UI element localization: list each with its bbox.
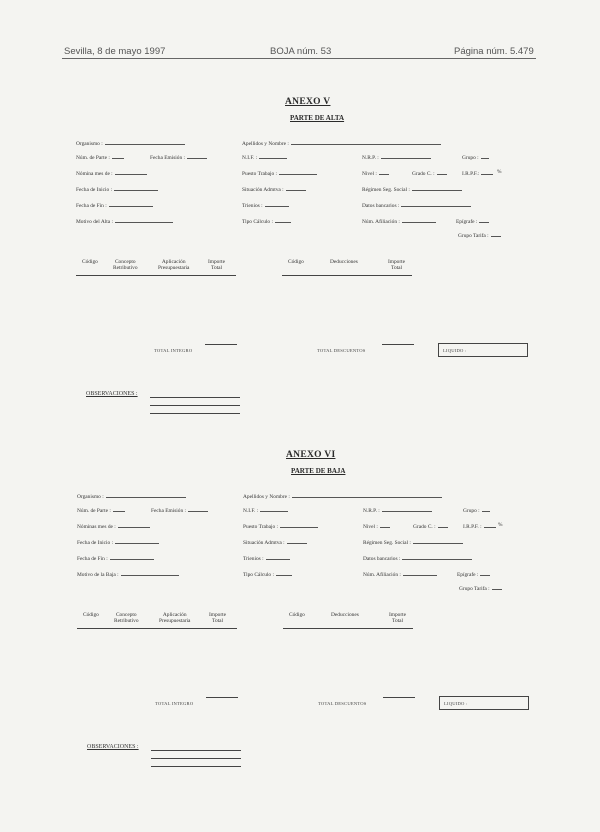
anexo_vi-datos-bancarios-field-blank[interactable] bbox=[402, 554, 472, 560]
anexo_vi-title: ANEXO VI bbox=[286, 450, 336, 460]
anexo_vi-tipo-calculo-field bbox=[243, 570, 292, 578]
anexo_vi-puesto-trabajo-field-label: Puesto Trabajo : bbox=[243, 524, 279, 530]
anexo_vi-num-parte-field-blank[interactable] bbox=[113, 506, 125, 512]
anexo_vi-situacion-admtva-field-blank[interactable] bbox=[287, 538, 307, 544]
anexo_vi-regimen-ss-field bbox=[363, 538, 463, 546]
anexo_vi-organismo-field-blank[interactable] bbox=[106, 492, 186, 498]
anexo_vi-fecha-inicio-field-label: Fecha de Inicio : bbox=[77, 540, 114, 546]
anexo_vi-obs-line-1 bbox=[151, 750, 241, 751]
anexo_vi-organismo-field-label: Organismo : bbox=[77, 494, 104, 500]
anexo_v-irpf-field-label: I.R.P.F.: bbox=[462, 171, 480, 177]
anexo_vi-grado-c-field bbox=[413, 522, 448, 530]
anexo_v-irpf-unit: % bbox=[497, 169, 502, 175]
anexo_vi-total-descuentos-rule bbox=[383, 697, 415, 698]
anexo_v-puesto-trabajo-field-label: Puesto Trabajo : bbox=[242, 171, 278, 177]
anexo_vi-col-left-0: Código bbox=[83, 612, 99, 618]
anexo_vi-situacion-admtva-field bbox=[243, 538, 307, 546]
anexo_vi-fecha-emision-field-label: Fecha Emisión : bbox=[151, 508, 187, 514]
anexo_v-total-integro: TOTAL INTEGRO bbox=[154, 348, 193, 353]
anexo_vi-regimen-ss-field-blank[interactable] bbox=[413, 538, 463, 544]
anexo_vi-grado-c-field-label: Grado C. : bbox=[413, 524, 436, 530]
anexo_vi-grupo-tarifa-field-blank[interactable] bbox=[492, 584, 502, 590]
anexo_vi-num-afiliacion-field-blank[interactable] bbox=[403, 570, 437, 576]
anexo_v-nivel-field-label: Nivel : bbox=[362, 171, 377, 177]
anexo_vi-num-afiliacion-field bbox=[363, 570, 437, 578]
anexo_vi-datos-bancarios-field bbox=[363, 554, 472, 562]
anexo_v-title: ANEXO V bbox=[285, 97, 331, 107]
anexo_vi-nif-field-label: N.I.F. : bbox=[243, 508, 259, 514]
anexo_v-total-descuentos: TOTAL DESCUENTOS bbox=[317, 348, 366, 353]
anexo_vi-situacion-admtva-field-label: Situación Admtva : bbox=[243, 540, 285, 546]
anexo_vi-fecha-fin-field-label: Fecha de Fin : bbox=[77, 556, 108, 562]
anexo_vi-grupo-field-label: Grupo : bbox=[463, 508, 480, 514]
anexo_vi-num-parte-field bbox=[77, 506, 125, 514]
anexo_v-num-afiliacion-field-label: Núm. Afiliación : bbox=[362, 219, 400, 225]
anexo_vi-nominas-mes-field-label: Nóminas mes de : bbox=[77, 524, 116, 530]
anexo_vi-num-afiliacion-field-label: Núm. Afiliación : bbox=[363, 572, 401, 578]
anexo_v-motivo-field-label: Motivo del Alta : bbox=[76, 219, 113, 225]
anexo_vi-fecha-emision-field bbox=[151, 506, 208, 514]
anexo_vi-irpf-unit: % bbox=[498, 522, 503, 528]
anexo_v-fecha-emision-field-label: Fecha Emisión : bbox=[150, 155, 186, 161]
anexo_vi-grupo-tarifa-field bbox=[459, 584, 502, 592]
anexo_vi-total-integro: TOTAL INTEGRO bbox=[155, 701, 194, 706]
anexo_v-apellidos-field-label: Apellidos y Nombre : bbox=[242, 141, 289, 147]
anexo_v-col-left-0: Código bbox=[82, 259, 98, 265]
anexo_vi-trienios-field-blank[interactable] bbox=[266, 554, 290, 560]
anexo_vi-irpf-field bbox=[463, 522, 496, 530]
anexo_v-regimen-ss-field-label: Régimen Seg. Social : bbox=[362, 187, 410, 193]
anexo_v-grupo-tarifa-field-label: Grupo Tarifa : bbox=[458, 233, 489, 239]
anexo_vi-obs-line-3 bbox=[151, 766, 241, 767]
anexo_v-subtitle: PARTE DE ALTA bbox=[290, 114, 345, 122]
anexo_vi-motivo-field-label: Motivo de la Baja : bbox=[77, 572, 119, 578]
anexo_vi-apellidos-field bbox=[243, 492, 442, 500]
anexo_v-datos-bancarios-field-label: Datos bancarios : bbox=[362, 203, 400, 209]
anexo_vi-tipo-calculo-field-blank[interactable] bbox=[276, 570, 292, 576]
anexo_v-organismo-field-label: Organismo : bbox=[76, 141, 103, 147]
anexo_vi-fecha-emision-field-blank[interactable] bbox=[188, 506, 208, 512]
anexo_vi-nominas-mes-field-blank[interactable] bbox=[118, 522, 150, 528]
anexo_vi-total-descuentos: TOTAL DESCUENTOS bbox=[318, 701, 367, 706]
anexo_vi-fecha-fin-field-blank[interactable] bbox=[110, 554, 154, 560]
anexo_v-trienios-field-label: Trienios : bbox=[242, 203, 263, 209]
anexo_vi-trienios-field-label: Trienios : bbox=[243, 556, 264, 562]
anexo_v-col-left-3: Importe Total bbox=[208, 259, 226, 272]
anexo_v-fecha-inicio-field-label: Fecha de Inicio : bbox=[76, 187, 113, 193]
anexo_v-nominas-mes-field-label: Nómina mes de : bbox=[76, 171, 113, 177]
anexo_v-fecha-fin-field-label: Fecha de Fin : bbox=[76, 203, 107, 209]
anexo_vi-nrp-field bbox=[363, 506, 432, 514]
anexo_vi-epigrafe-field-blank[interactable] bbox=[480, 570, 490, 576]
anexo_vi-epigrafe-field bbox=[457, 570, 490, 578]
anexo_vi-apellidos-field-blank[interactable] bbox=[292, 492, 442, 498]
anexo_vi-trienios-field bbox=[243, 554, 290, 562]
anexo_v-nif-field-label: N.I.F. : bbox=[242, 155, 258, 161]
anexo_vi-organismo-field bbox=[77, 492, 186, 500]
anexo_v-tipo-calculo-field-label: Tipo Cálculo : bbox=[242, 219, 273, 225]
anexo_v-col-left-1: Concepto Retributivo bbox=[113, 259, 138, 272]
anexo_vi-col-left-1: Concepto Retributivo bbox=[114, 612, 139, 625]
anexo_v-epigrafe-field-label: Epígrafe : bbox=[456, 219, 478, 225]
anexo_v-col-left-2: Aplicación Presupuestaria bbox=[158, 259, 190, 272]
anexo_vi-nominas-mes-field bbox=[77, 522, 150, 530]
header-date: Sevilla, 8 de mayo 1997 bbox=[64, 46, 166, 57]
anexo_vi-table-right-rule bbox=[283, 628, 413, 629]
anexo_vi-nivel-field-blank[interactable] bbox=[380, 522, 390, 528]
anexo_vi-irpf-field-blank[interactable] bbox=[484, 522, 496, 528]
anexo_vi-nivel-field-label: Nivel : bbox=[363, 524, 378, 530]
anexo_vi-obs-line-2 bbox=[151, 758, 241, 759]
anexo_vi-nif-field bbox=[243, 506, 288, 514]
anexo_vi-motivo-field bbox=[77, 570, 179, 578]
anexo_vi-fecha-fin-field bbox=[77, 554, 154, 562]
anexo_vi-total-integro-rule bbox=[206, 697, 238, 698]
anexo_vi-nivel-field bbox=[363, 522, 390, 530]
anexo_vi-nrp-field-blank[interactable] bbox=[382, 506, 432, 512]
anexo_vi-observaciones: OBSERVACIONES : bbox=[87, 744, 139, 750]
anexo_vi-grupo-field-blank[interactable] bbox=[482, 506, 490, 512]
anexo_vi-col-left-2: Aplicación Presupuestaria bbox=[159, 612, 191, 625]
anexo_vi-puesto-trabajo-field-blank[interactable] bbox=[280, 522, 318, 528]
anexo_v-num-parte-field-label: Núm. de Parte : bbox=[76, 155, 110, 161]
anexo_vi-col-left-3: Importe Total bbox=[209, 612, 227, 625]
anexo_vi-num-parte-field-label: Núm. de Parte : bbox=[77, 508, 111, 514]
anexo_vi-col-right-1: Deducciones bbox=[331, 612, 359, 618]
anexo_vi-irpf-field-label: I.R.P.F. : bbox=[463, 524, 482, 530]
anexo_vi-grado-c-field-blank[interactable] bbox=[438, 522, 448, 528]
anexo_v-col-right-1: Deducciones bbox=[330, 259, 358, 265]
anexo_vi-grupo-field bbox=[463, 506, 490, 514]
anexo_vi-grupo-tarifa-field-label: Grupo Tarifa : bbox=[459, 586, 490, 592]
anexo_vi-col-right-2: Importe Total bbox=[389, 612, 407, 625]
anexo_vi-motivo-field-blank[interactable] bbox=[121, 570, 179, 576]
header-page-number: Página núm. 5.479 bbox=[454, 46, 534, 57]
anexo_vi-subtitle: PARTE DE BAJA bbox=[291, 467, 346, 475]
anexo_vi-nif-field-blank[interactable] bbox=[260, 506, 288, 512]
anexo_vi-datos-bancarios-field-label: Datos bancarios : bbox=[363, 556, 401, 562]
anexo_vi-liquido-label: LIQUIDO : bbox=[444, 701, 468, 706]
anexo_vi-puesto-trabajo-field bbox=[243, 522, 318, 530]
anexo_v-grupo-field-label: Grupo : bbox=[462, 155, 479, 161]
anexo_vi-fecha-inicio-field bbox=[77, 538, 159, 546]
anexo_vi-tipo-calculo-field-label: Tipo Cálculo : bbox=[243, 572, 274, 578]
anexo_v-liquido-label: LIQUIDO : bbox=[443, 348, 467, 353]
anexo_vi-table-left-rule bbox=[77, 628, 237, 629]
anexo_v-col-right-0: Código bbox=[288, 259, 304, 265]
anexo_v-situacion-admtva-field-label: Situación Admtva : bbox=[242, 187, 284, 193]
anexo_v-observaciones: OBSERVACIONES : bbox=[86, 391, 138, 397]
anexo_v-col-right-2: Importe Total bbox=[388, 259, 406, 272]
anexo_vi-col-right-0: Código bbox=[289, 612, 305, 618]
anexo_v-grado-c-field-label: Grado C. : bbox=[412, 171, 435, 177]
header-journal: BOJA núm. 53 bbox=[270, 46, 332, 57]
anexo_vi-fecha-inicio-field-blank[interactable] bbox=[115, 538, 159, 544]
anexo_vi-apellidos-field-label: Apellidos y Nombre : bbox=[243, 494, 290, 500]
anexo_vi-nrp-field-label: N.R.P. : bbox=[363, 508, 380, 514]
anexo_vi-epigrafe-field-label: Epígrafe : bbox=[457, 572, 479, 578]
anexo_v-nrp-field-label: N.R.P. : bbox=[362, 155, 379, 161]
anexo_vi-regimen-ss-field-label: Régimen Seg. Social : bbox=[363, 540, 411, 546]
